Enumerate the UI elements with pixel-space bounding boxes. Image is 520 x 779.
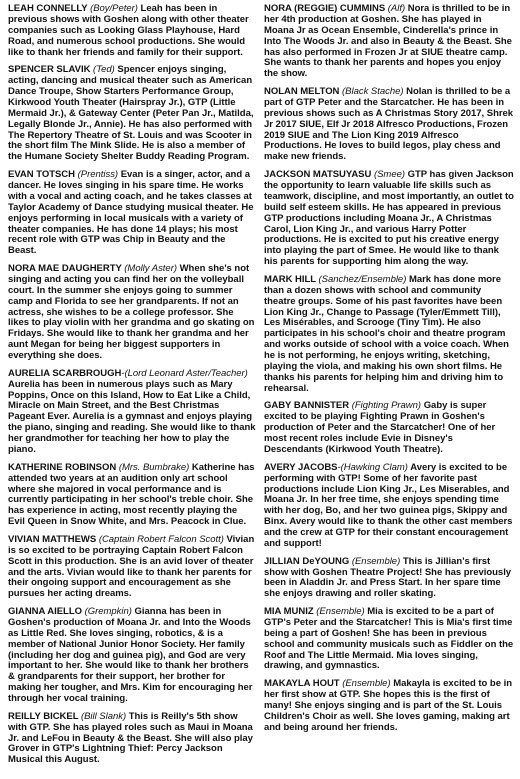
bio-text: This is Reilly's 5th show with GTP. She has played roles such as Maui in Moana Jr. and LeFou in Beauty & the Beast. She will also play Grover in GTP's Lightning Thief: Percy Jackson Musical this August. [8,710,253,766]
cast-bio [8,712,256,766]
cast-role: (Bill Slank) [80,710,127,722]
cast-bio [264,170,514,268]
cast-role: (Ted) [93,64,115,76]
cast-name: JACKSON MATSUYASU [264,169,372,181]
cast-name: AVERY JACOBS [264,461,338,473]
cast-bio [264,4,514,80]
cast-name: NORA (REGGIE) CUMMINS [264,3,386,14]
cast-role: (Molly Aster) [124,262,177,274]
cast-name: NOLAN MELTON [264,86,340,98]
bio-text: This is Jillian's first show with Goshen Theatre Project! She has previously been in Aladdin Jr. and Press Start. In her spare time she enjoys drawing and roller skating. [264,555,512,600]
bio-text: Aurelia has been in numerous plays such as Mary Poppins, Once on this Island, How to Eat Like a Child, Miracle on Main Street, and the Best Christmas Pageant Ever. Aurelia is a gymnast and enjoys playing the piano, singing and reading. She would like to thank her grandmother for teaching her how to play the piano. [8,378,256,456]
bio-text: Mark has done more than a dozen shows with school and community theatre groups. Some of his past favorites have been Lion King Jr., Change to Passage (Tyler/Emmett Till), Les Misérables, and Scrooge (Tiny Tim). He also participates in his school's choir and theatre program and works outside of school with a voice coach. When he is not performing, he enjoys writing, sketching, playing the viola, and making his own short films. He thanks his parents for helping him and driving him to rehearsal. [264,273,509,394]
cast-role: (Fighting Prawn) [351,400,422,412]
cast-name: EVAN TOTSCH [8,169,75,181]
cast-bio [264,87,514,163]
bio-text: Avery is excited to be performing with GTP! Some of her favorite past productions include Lion King Jr., Les Miserables, and Moana Jr. In her free time, she enjoys spending time with her dog, Bo, and her two guinea pigs, Skippy and Binx. Avery would like to thank the other cast members and the crew at GTP for their constant encouragement and support! [264,461,513,549]
cast-bio [264,463,514,550]
bio-text: Leah has been in previous shows with Goshen along with other theater companies such as Looking Glass Playhouse, Hard Road, and numerous school productions. She would like to thank her friends and family for their support. [8,3,249,58]
cast-name: MARK HILL [264,273,316,285]
cast-bio [8,264,256,362]
bio-text: Mia is excited to be a part of GTP's Peter and the Starcatcher! This is Mia's first time being a part of Goshen! She has been in previous school and community musicals such as Fiddler on the Roof and The Little Mermaid. Mia loves singing, drawing, and gymnastics. [264,606,514,672]
cast-bio [8,535,256,600]
cast-name: REILLY BICKEL [8,710,79,722]
cast-role: (Grempkin) [84,606,132,617]
cast-name: VIVIAN MATTHEWS [8,533,97,545]
cast-bio [264,275,514,395]
bio-text: Gianna has been in Goshen's production of Moana Jr. and Into the Woods as Little Red. She loves singing, robotics, & is a member of National Junior Honor Society. Her family (including her dog and guinea pig), and God are very important to her. She would like to thank her brothers & grandparents for their support, her brother for making her tougher, and Mrs. Kim for encouraging her through her vocal training. [8,606,253,705]
cast-name: MAKAYLA HOUT [264,678,340,690]
cast-bio [264,557,514,601]
cast-name: NORA MAE DAUGHERTY [8,262,122,274]
bio-text: Spencer enjoys singing, acting, dancing and musical theater such as American Dance Troupe, Show Starters Performance Group, Kirkwood Youth Theater (Hairspray Jr.), GTP (Little Mermaid Jr.), & Gateway Center (Peter Pan Jr., Matilda, Legally Blonde Jr., Annie). He has also performed with The Repertory Theatre of St. Louis and was Scooter in the short film The Mink Slide. He is also a member of the Humane Society Shelter Buddy Reading Program. [8,64,254,163]
cast-role: -(Lord Leonard Aster/Teacher) [121,367,248,379]
cast-role: (Sanchez/Ensemble) [318,273,407,285]
cast-bio [8,369,256,456]
bio-text: Katherine has attended two years at an audition only art school where she majored in vocal performance and is currently participating in her school's treble choir. She has experience in acting, most recently playing the Evil Queen in Snow White, and Mrs. Peacock in Clue. [8,461,255,528]
bio-text: Nolan is thrilled to be a part of GTP Peter and the Starcatcher. He has been in previous shows such as A Christmas Story 2017, Shrek Jr 2017 SIUE, Elf Jr 2018 Alfresco Productions, Frozen 2019 SIUE and The Lion King 2019 Alfresco Productions. He loves to build legos, play chess and make new friends. [264,86,514,163]
cast-role: (Captain Robert Falcon Scott) [98,533,224,545]
cast-role: (Ensemble) [316,606,365,617]
bio-text: Gaby is super excited to be playing Fighting Prawn in Goshen's production of Peter and the Starcatcher! One of her most recent roles include Evie in Disney's Descendants (Kirkwood Youth Theatre). [264,400,496,456]
cast-name: GIANNA AIELLO [8,606,82,617]
cast-bio [264,401,514,455]
bio-text: Vivian is so excited to be portraying Captain Robert Falcon Scott in this production. She is an avid lover of theater and the arts. Vivian would like to thank her parents for their ongoing support and encouragement as she pursues her acting dreams. [8,533,255,600]
cast-name: GABY BANNISTER [264,400,350,412]
cast-bio [8,170,256,257]
cast-role: (Ensemble) [342,678,391,690]
cast-role: (Alf) [387,3,406,14]
cast-bio [8,463,256,528]
cast-role: -(Hawking Clam) [337,461,408,473]
bio-text: Makayla is excited to be in her first show at GTP. She hopes this is the first of many! She enjoys singing and is part of the St. Louis Children's Choir as well. She loves gaming, making art and being around her friends. [264,678,513,733]
cast-bio [8,65,256,163]
cast-bio [264,607,514,672]
cast-role: (Boy/Peter) [90,3,138,14]
cast-name: SPENCER SLAVIK [8,64,91,76]
bio-text: GTP has given Jackson the opportunity to learn valuable life skills such as teamwork, discipline, and most importantly, an outlet to build self esteem skills. He has appeared in previous GTP productions including Moana Jr., A Christmas Carol, Lion King Jr., and various Harry Potter productions. He is excited to put his creative energy into playing the part of Smee. He would like to thank his parents for supporting him along the way. [264,169,514,268]
cast-role: (Ensemble) [351,555,401,567]
cast-bio [264,679,514,733]
bio-text: Evan is a singer, actor, and a dancer. He loves singing in his spare time. He works with a vocal and acting coach, and he takes classes at Taylor Academy of Dance studying musical theater. He enjoys performing in local musicals with a variety of theater companies. He has done 14 plays; his most recent role with GTP was Chip in Beauty and the Beast. [8,169,254,257]
bios-left-column [8,4,256,773]
cast-role: (Prentiss) [77,169,119,181]
cast-bio [8,607,256,705]
cast-bio [8,4,256,58]
cast-name: KATHERINE ROBINSON [8,461,117,473]
cast-name: MIA MUNIZ [264,606,314,617]
cast-name: LEAH CONNELLY [8,3,88,14]
cast-name: JILLIAN DeYOUNG [264,555,350,567]
bio-text: Nora is thrilled to be in her 4th production at Goshen. She has played in Moana Jr as Ocean Ensemble, Cinderella's prince in Into The Woods Jr. and also in Beauty & the Beast. She has also performed in Frozen Jr at SIUE theatre camp. She wants to thank her parents and hopes you enjoy the show. [264,3,512,80]
cast-role: (Mrs. Bumbrake) [118,461,190,473]
cast-name: AURELIA SCARBROUGH [8,367,122,379]
cast-role: (Smee) [373,169,405,181]
cast-role: (Black Stache) [342,86,404,98]
bios-right-column [264,4,514,740]
bio-text: When she's not singing and acting you can find her on the volleyball court. In the summer she enjoys going to summer camp and Florida to see her grandparents. If not an actress, she wishes to be a college professor. She likes to play violin with her grandma and go skating on Fridays. She would like to thank her grandma and her aunt Megan for being her biggest supporters in everything she does. [8,262,255,362]
